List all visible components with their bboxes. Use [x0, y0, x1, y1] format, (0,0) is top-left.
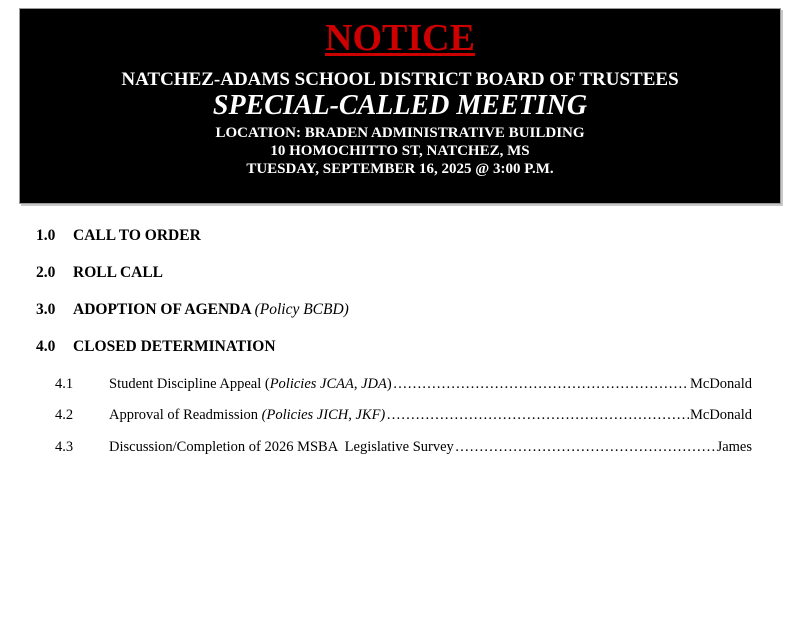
agenda-item-number: 3.0: [36, 301, 56, 318]
agenda-item-policy: (Policy BCBD): [254, 301, 349, 318]
agenda-item-number: 1.0: [36, 227, 56, 244]
meeting-datetime: TUESDAY, SEPTEMBER 16, 2025 @ 3:00 P.M.: [246, 161, 554, 177]
agenda-item-closed-determination: [36, 339, 276, 355]
subitem-number: 4.2: [55, 407, 74, 423]
agenda-item-title: CLOSED DETERMINATION: [73, 338, 276, 355]
subitem-presenter: McDonald: [689, 407, 752, 423]
leader-dots: [386, 408, 689, 423]
agenda-item-title: CALL TO ORDER: [73, 227, 201, 244]
agenda-item-title: ROLL CALL: [73, 264, 164, 281]
board-name: NATCHEZ-ADAMS SCHOOL DISTRICT BOARD OF TRUSTEES: [121, 69, 679, 90]
meeting-type: SPECIAL-CALLED MEETING: [212, 90, 588, 121]
meeting-address: 10 HOMOCHITTO ST, NATCHEZ, MS: [270, 143, 530, 159]
subitem-text: Discussion/Completion of 2026 MSBA Legislative Survey: [109, 439, 454, 455]
subitem-number: 4.3: [55, 439, 74, 455]
notice-banner: [19, 8, 781, 204]
agenda-item-call-to-order: [36, 228, 201, 244]
agenda-item-adoption-of-agenda: [36, 302, 349, 318]
subitem-presenter: James: [716, 439, 752, 455]
agenda-item-number: 2.0: [36, 264, 56, 281]
agenda-item-number: 4.0: [36, 338, 56, 355]
agenda-item-roll-call: [36, 265, 163, 281]
leader-dots: [455, 440, 716, 455]
subitem-student-discipline-appeal: [55, 377, 752, 392]
agenda-item-title: ADOPTION OF AGENDA: [73, 301, 251, 318]
subitem-text: Student Discipline Appeal (Policies JCAA, JDA): [109, 376, 392, 392]
subitem-text: Approval of Readmission (Policies JICH, JKF): [109, 407, 386, 423]
leader-dots: [393, 377, 689, 392]
subitem-legislative-survey: [55, 440, 752, 455]
notice-title: NOTICE: [325, 17, 475, 59]
subitem-presenter: McDonald: [689, 376, 752, 392]
subitem-approval-of-readmission: [55, 408, 752, 423]
meeting-location: LOCATION: BRADEN ADMINISTRATIVE BUILDING: [215, 125, 585, 141]
subitem-number: 4.1: [55, 376, 74, 392]
